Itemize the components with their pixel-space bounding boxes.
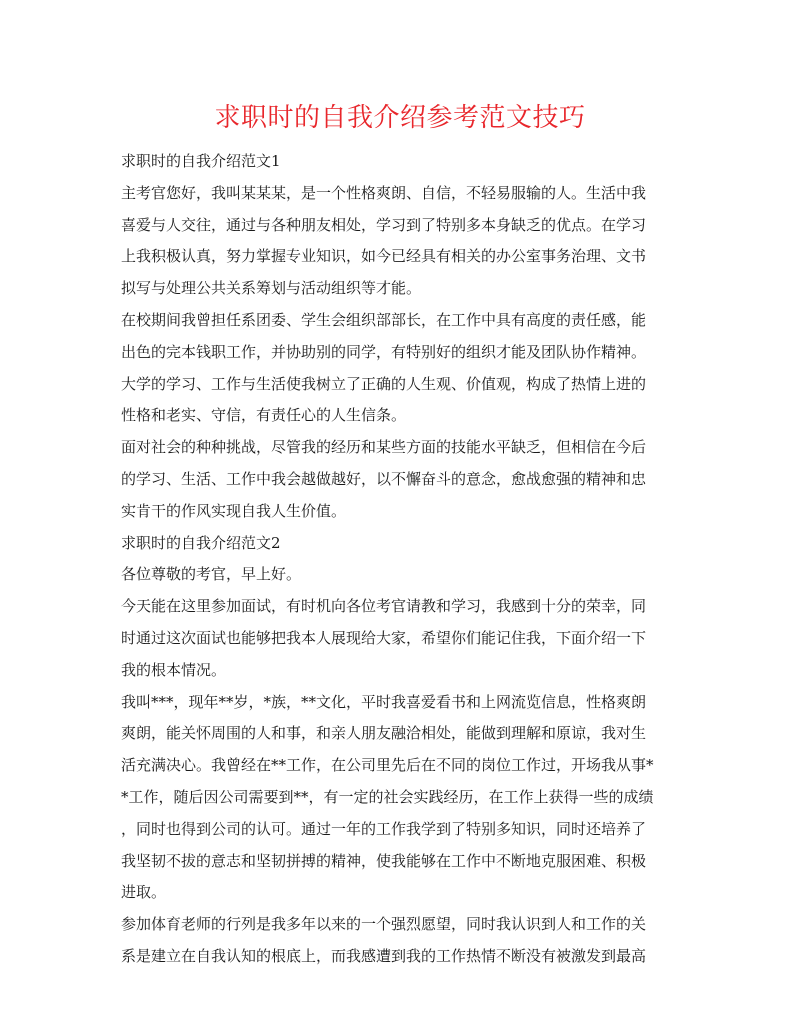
paragraph-line: 爽朗，能关怀周围的人和事，和亲人朋友融洽相处，能做到理解和原谅，我对生 <box>121 724 647 743</box>
paragraph-line: 主考官您好，我叫某某某，是一个性格爽朗、自信，不轻易服输的人。生活中我 <box>121 183 647 202</box>
paragraph-line: 在校期间我曾担任系团委、学生会组织部部长，在工作中具有高度的责任感，能 <box>121 310 647 329</box>
paragraph-line: 实肯干的作风实现自我人生价值。 <box>121 501 347 520</box>
paragraph-line: 时通过这次面试也能够把我本人展现给大家，希望你们能记住我，下面介绍一下 <box>121 628 647 647</box>
paragraph-line: 面对社会的种种挑战，尽管我的经历和某些方面的技能水平缺乏，但相信在今后 <box>121 438 647 457</box>
paragraph-line: 拟写与处理公共关系筹划与活动组织等才能。 <box>121 279 422 298</box>
paragraph-line: ，同时也得到公司的认可。通过一年的工作我学到了特别多知识，同时还培养了 <box>121 819 647 838</box>
paragraph-line: 我坚韧不拔的意志和坚韧拼搏的精神，使我能够在工作中不断地克服困难、积极 <box>121 851 647 870</box>
paragraph-line: 的学习、生活、工作中我会越做越好，以不懈奋斗的意念，愈战愈强的精神和忠 <box>121 469 647 488</box>
paragraph-line: 活充满决心。我曾经在**工作，在公司里先后在不同的岗位工作过，开场我从事* <box>121 756 654 775</box>
paragraph-line: 参加体育老师的行列是我多年以来的一个强烈愿望，同时我认识到人和工作的关 <box>121 915 647 934</box>
paragraph-line: 进取。 <box>121 883 167 902</box>
paragraph-line: 我叫***，现年**岁，*族，**文化，平时我喜爱看书和上网流览信息，性格爽朗 <box>121 692 647 711</box>
paragraph-line: 性格和老实、守信，有责任心的人生信条。 <box>121 406 407 425</box>
paragraph-line: 各位尊敬的考官，早上好。 <box>121 565 302 584</box>
paragraph-line: 今天能在这里参加面试，有时机向各位考官请教和学习，我感到十分的荣幸，同 <box>121 597 647 616</box>
document-body <box>121 146 681 973</box>
paragraph-line: 喜爱与人交往，通过与各种朋友相处，学习到了特别多本身缺乏的优点。在学习 <box>121 215 647 234</box>
page-title: 求职时的自我介绍参考范文技巧 <box>214 103 586 133</box>
paragraph-line: 上我积极认真，努力掌握专业知识，如今已经具有相关的办公室事务治理、文书 <box>121 247 647 266</box>
section-heading-1: 求职时的自我介绍范文1 <box>121 152 281 170</box>
section-heading-2: 求职时的自我介绍范文2 <box>121 533 281 552</box>
paragraph-line: 我的根本情况。 <box>121 660 227 679</box>
paragraph-line: *工作，随后因公司需要到**，有一定的社会实践经历，在工作上获得一些的成绩 <box>121 787 654 806</box>
paragraph-line: 出色的完本钱职工作，并协助别的同学，有特别好的组织才能及团队协作精神。 <box>121 342 647 361</box>
paragraph-line: 系是建立在自我认知的根底上，而我感遭到我的工作热情不断没有被激发到最高 <box>121 946 647 965</box>
paragraph-line: 大学的学习、工作与生活使我树立了正确的人生观、价值观，构成了热情上进的 <box>121 374 647 393</box>
